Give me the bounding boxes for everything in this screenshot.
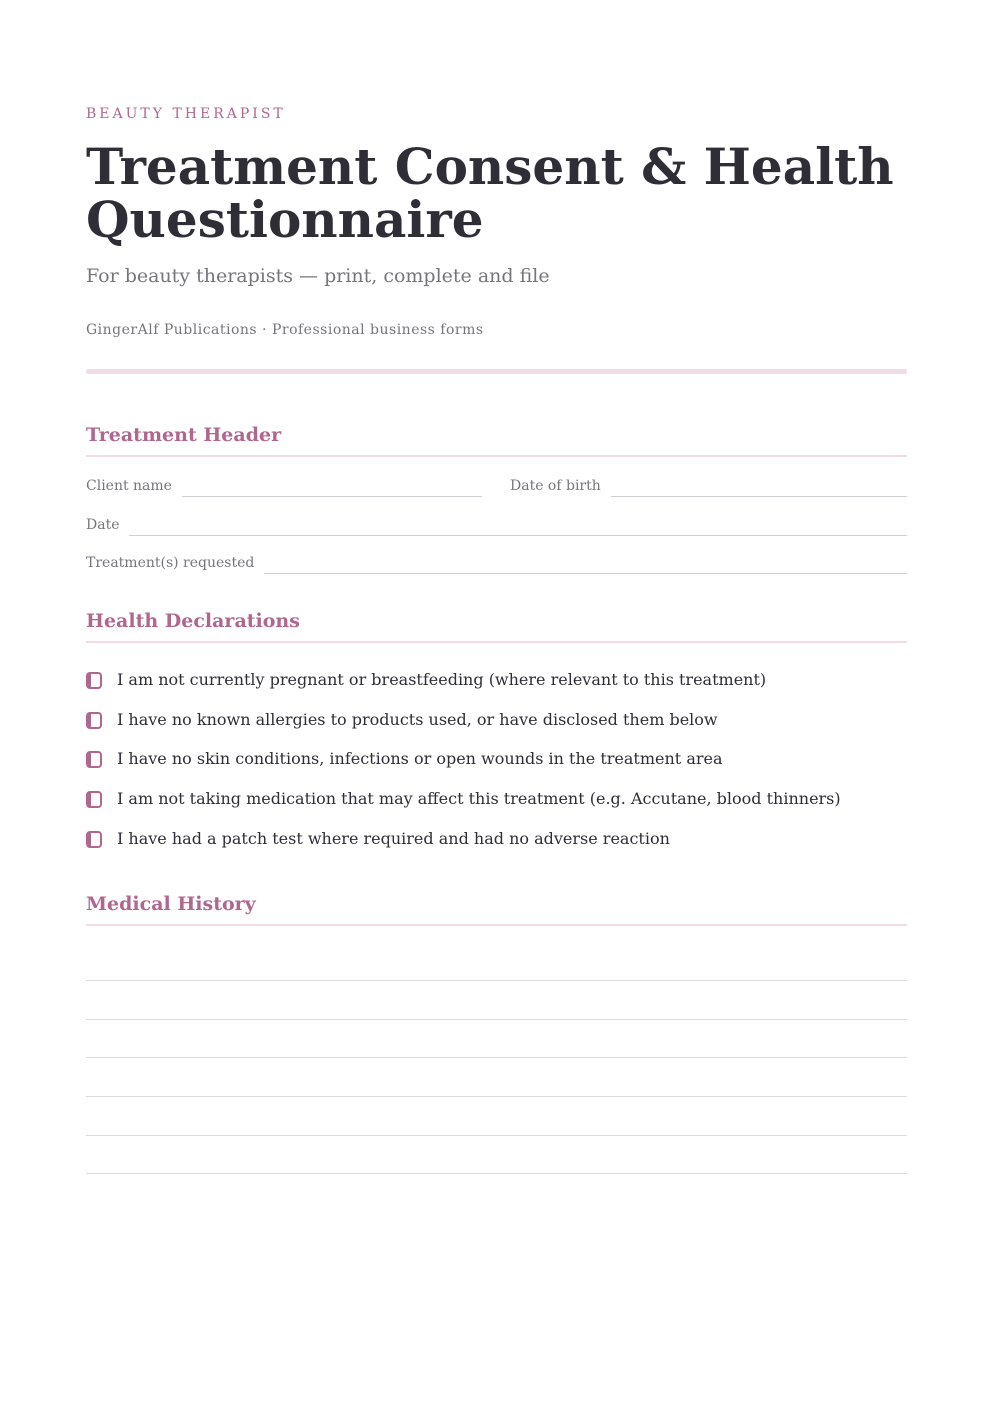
checkbox[interactable] bbox=[86, 672, 102, 689]
declaration-text: I am not taking medication that may affect this treatment (e.g. Accutane, blood thinners) bbox=[117, 789, 841, 809]
publisher-line: GingerAlf Publications · Professional business forms bbox=[86, 322, 484, 338]
date-of-birth-field[interactable] bbox=[510, 477, 907, 497]
checkbox[interactable] bbox=[86, 712, 102, 729]
declaration-text: I am not currently pregnant or breastfeeding (where relevant to this treatment) bbox=[117, 670, 767, 689]
declaration-item[interactable] bbox=[86, 668, 907, 691]
date-of-birth-line[interactable] bbox=[611, 485, 907, 497]
header-divider bbox=[86, 369, 907, 374]
checkbox[interactable] bbox=[86, 791, 102, 808]
medical-history-line[interactable] bbox=[86, 1096, 907, 1097]
treatments-requested-line[interactable] bbox=[264, 562, 907, 574]
page-title: Treatment Consent & Health Questionnaire bbox=[86, 137, 894, 249]
medical-history-line[interactable] bbox=[86, 1019, 907, 1020]
date-label: Date bbox=[86, 517, 120, 533]
treatments-requested-field[interactable] bbox=[86, 554, 907, 574]
date-line[interactable] bbox=[129, 524, 907, 536]
date-field[interactable] bbox=[86, 516, 907, 536]
checkbox[interactable] bbox=[86, 831, 102, 848]
client-name-field[interactable] bbox=[86, 477, 482, 497]
section-title-treatment-header: Treatment Header bbox=[86, 424, 907, 457]
treatments-requested-label: Treatment(s) requested bbox=[86, 555, 255, 571]
medical-history-line[interactable] bbox=[86, 1173, 907, 1174]
checkbox[interactable] bbox=[86, 751, 102, 768]
medical-history-line[interactable] bbox=[86, 1057, 907, 1058]
declarations-list bbox=[86, 668, 907, 866]
page-subtitle: For beauty therapists — print, complete and file bbox=[86, 265, 550, 287]
section-title-medical-history: Medical History bbox=[86, 893, 907, 926]
date-of-birth-label: Date of birth bbox=[510, 478, 601, 494]
declaration-item[interactable] bbox=[86, 747, 907, 770]
declaration-text: I have no skin conditions, infections or open wounds in the treatment area bbox=[117, 749, 723, 769]
declaration-item[interactable] bbox=[86, 827, 907, 850]
declaration-item[interactable] bbox=[86, 708, 907, 731]
declaration-text: I have no known allergies to products used, or have disclosed them below bbox=[117, 709, 718, 729]
declaration-item[interactable] bbox=[86, 787, 907, 810]
medical-history-line[interactable] bbox=[86, 1135, 907, 1136]
client-name-line[interactable] bbox=[182, 485, 482, 497]
section-title-health-declarations: Health Declarations bbox=[86, 610, 907, 643]
declaration-text: I have had a patch test where required and had no adverse reaction bbox=[117, 828, 670, 848]
eyebrow-label: BEAUTY THERAPIST bbox=[86, 106, 286, 122]
client-name-label: Client name bbox=[86, 478, 172, 494]
medical-history-line[interactable] bbox=[86, 980, 907, 981]
